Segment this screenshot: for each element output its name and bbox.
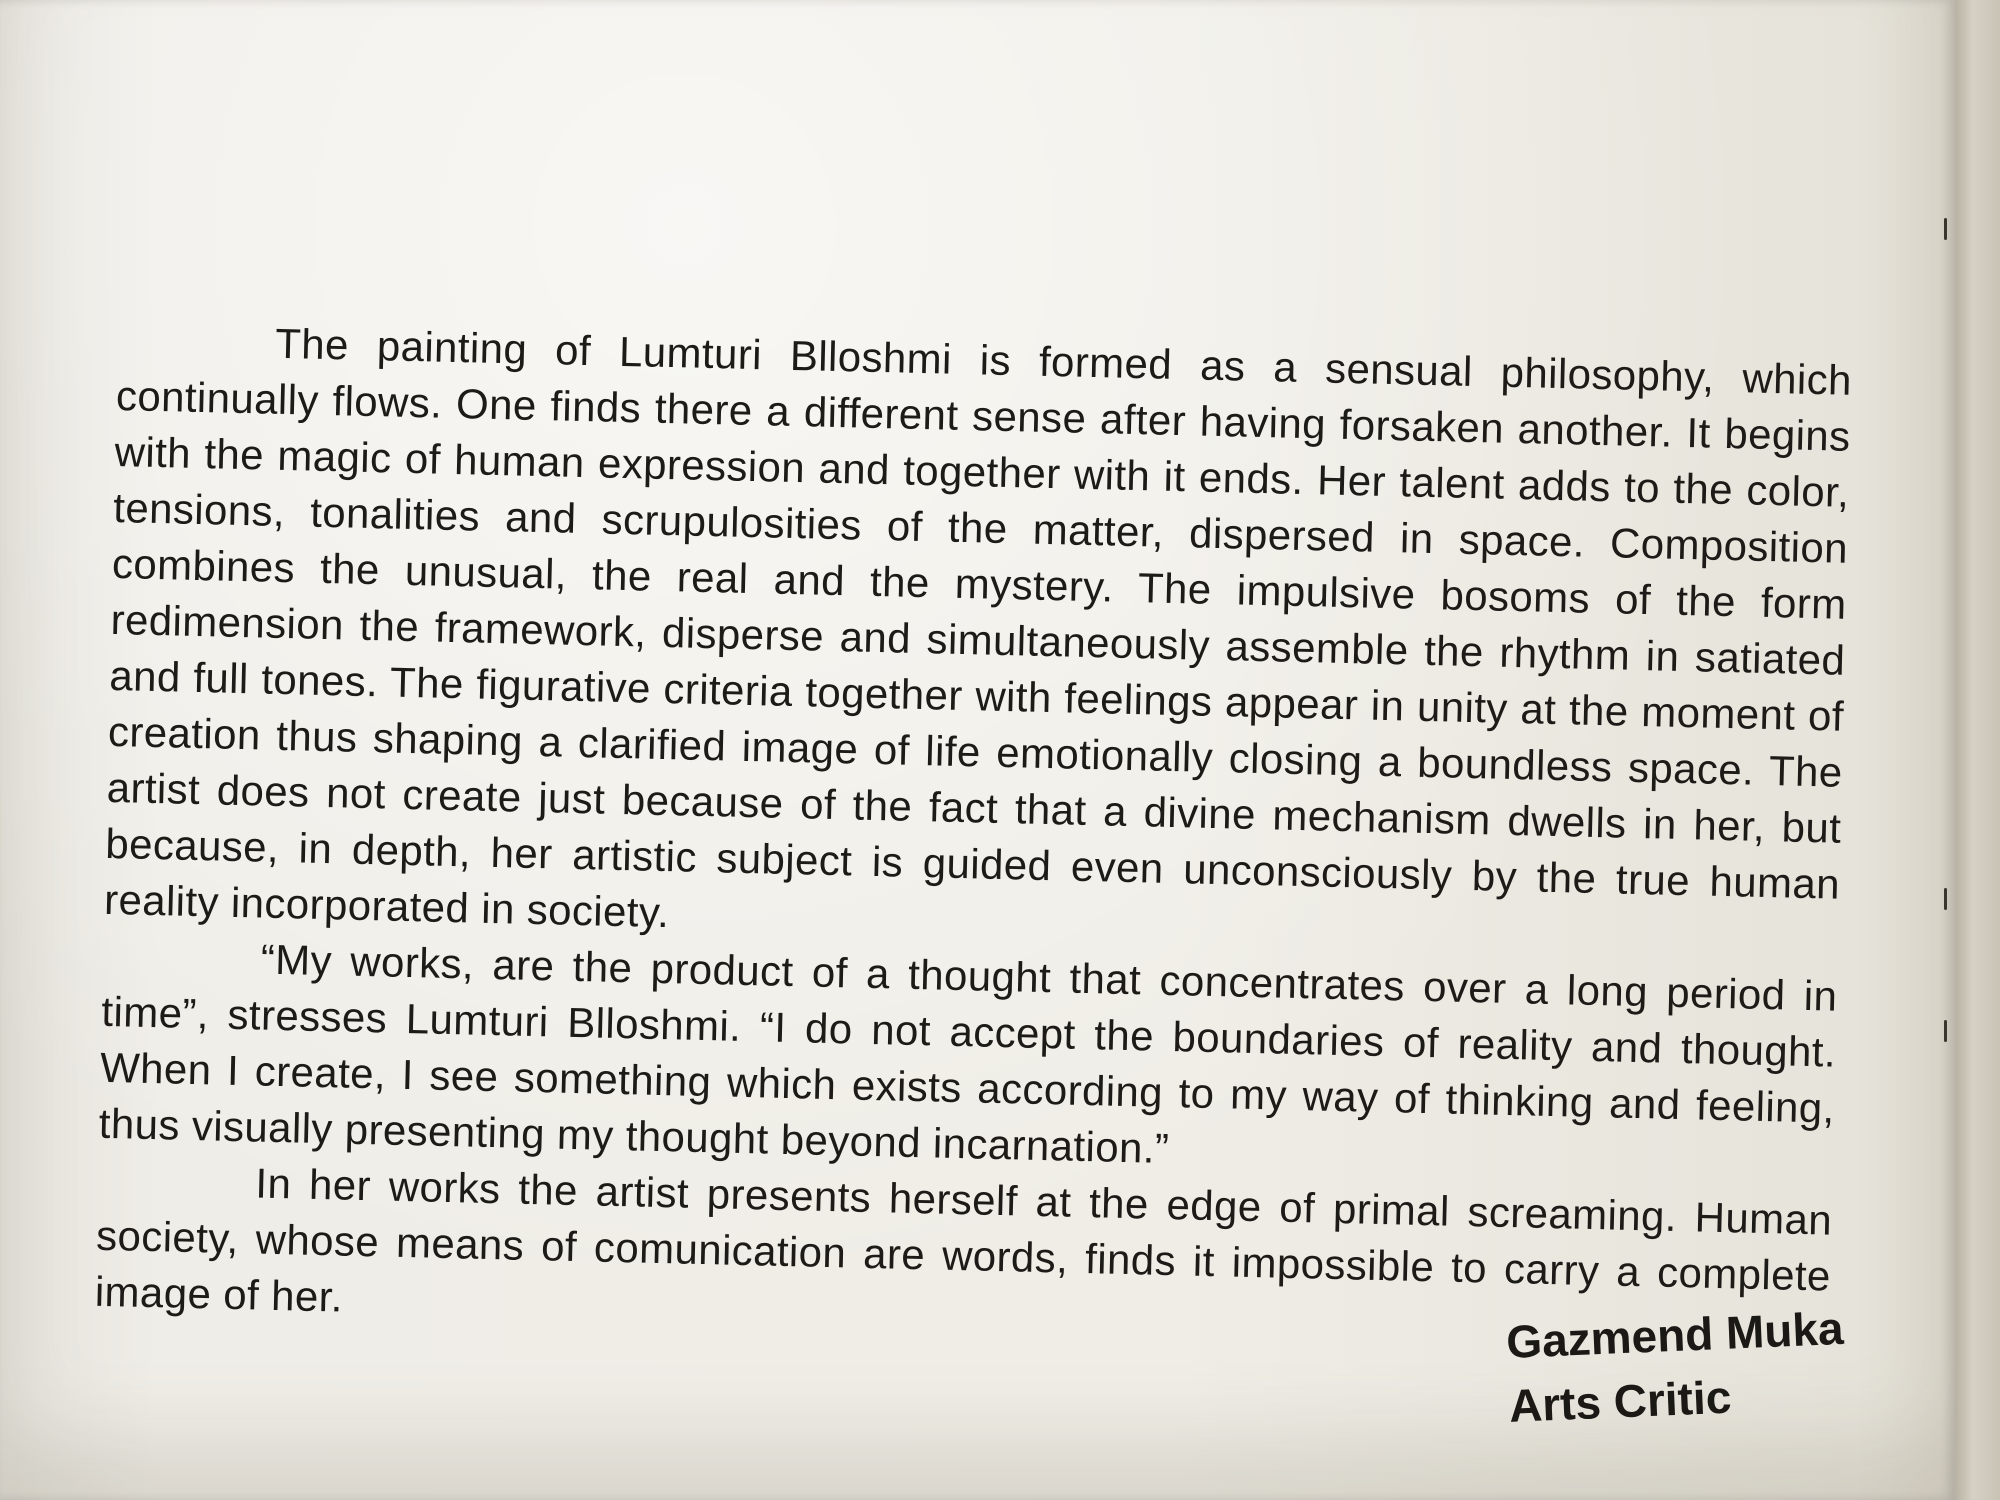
signature-block [1505, 1296, 1847, 1438]
article-text [94, 312, 1852, 1361]
paragraph-1-text: The painting of Lumturi Blloshmi is formed as a sensual philosophy, which continually flows. One finds there a different sense after having forsaken another. It begins with the magic of human expression and together with it ends. Her talent adds to the color, tensions, tonalities and scrupulosities of the matter, dispersed in space. Composition combines the unusual, the real and the mystery. The impulsive bosoms of the form redimension the framework, disperse and simultaneously assemble the rhythm in satiated and full tones. The figurative criteria together with feelings appear in unity at the moment of creation thus shaping a clarified image of life emotionally closing a boundless space. The artist does not create just because of the fact that a divine mechanism dwells in her, but because, in depth, her artistic subject is guided even unconsciously by the true human reality incorporated in society. [103, 319, 1853, 937]
author-title: Arts Critic [1507, 1370, 1733, 1432]
page-edge [1955, 0, 2000, 1500]
paragraph-2 [98, 928, 1838, 1193]
paragraph-2-text: “My works, are the product of a thought that concentrates over a long period in time”, stresses Lumturi Blloshmi. “I do not accept the boundaries of reality and thought. When I create, I see something which exists according to my way of thinking and feeling, thus visually presenting my thought beyond incarnation.” [98, 935, 1838, 1172]
binding-mark [1944, 1020, 1947, 1042]
author-name: Gazmend Muka [1505, 1301, 1845, 1368]
paragraph-3-text: In her works the artist presents herself at the edge of primal screaming. Human society, whose means of comunication are words, finds it impossible to carry a complete image of her. [94, 1159, 1833, 1321]
binding-mark [1944, 218, 1947, 240]
paragraph-1 [103, 312, 1852, 969]
binding-mark [1944, 888, 1947, 910]
